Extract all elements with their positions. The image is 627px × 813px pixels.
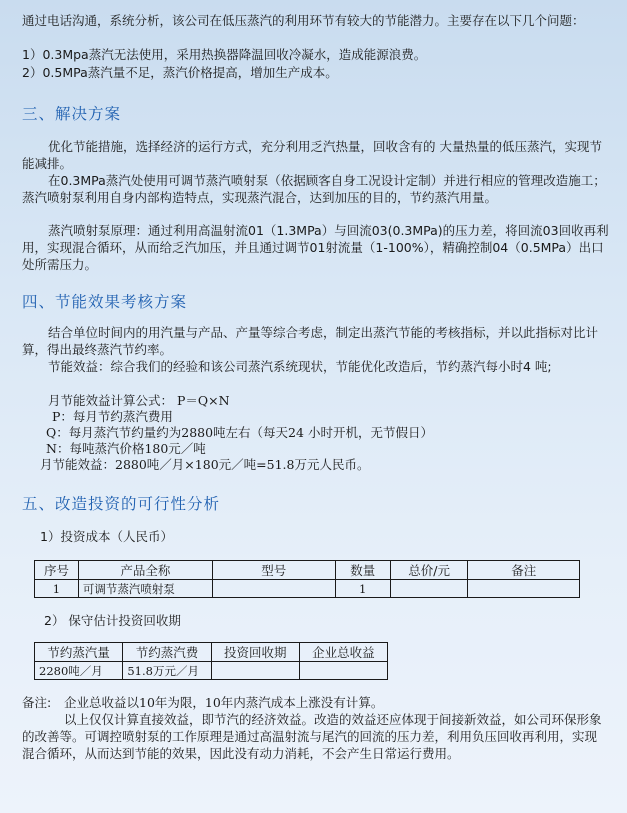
intro-paragraph: 通过电话沟通，系统分析，该公司在低压蒸汽的利用环节有较大的节能潜力。主要存在以下几个问题： (22, 13, 585, 28)
section-heading-assessment: 四、节能效果考核方案 (22, 293, 188, 311)
assessment-paragraph-1: 结合单位时间内的用汽量与产品、产量等综合考虑，制定出蒸汽节能的考核指标，并以此指标对比计算，得出最终蒸汽节约率。 (22, 325, 599, 357)
formula-line-4: N：每吨蒸汽价格180元／吨 (46, 441, 206, 456)
formula-line-3: Q：每月蒸汽节约量约为2880吨左右（每天24 小时开机，无节假日） (46, 425, 433, 440)
note-label: 备注: (22, 695, 52, 710)
table-cell: 1 (35, 580, 79, 598)
subheading-payback-period: 2） 保守估计投资回收期 (44, 613, 181, 628)
table-header-cell: 总价/元 (390, 561, 468, 580)
subheading-investment-cost: 1）投资成本（人民币） (40, 529, 173, 544)
solution-paragraph-1: 优化节能措施，选择经济的运行方式，充分利用乏汽热量，回收含有的 大量热量的低压蒸汽，实现节能减排。 (22, 139, 602, 171)
table-row (35, 580, 580, 598)
assessment-paragraph-2: 节能效益：综合我们的经验和该公司蒸汽系统现状，节能优化改造后，节约蒸汽每小时4 吨; (48, 359, 552, 374)
table-header-cell: 产品全称 (78, 561, 212, 580)
table-header-row (35, 561, 580, 580)
solution-paragraph-3: 蒸汽喷射泵原理：通过利用高温射流01（1.3MPa）与回流03(0.3MPa)的压力差，将回流03回收再利用，实现混合循环，从而给乏汽加压，并且通过调节01射流量（1-100%），精确控制04（0.5MPa）出口处所需压力。 (22, 223, 609, 272)
table-cell (299, 662, 387, 680)
payback-table (34, 642, 388, 680)
table-cell (212, 580, 335, 598)
formula-line-5: 月节能效益：2880吨／月×180元／吨=51.8万元人民币。 (40, 457, 370, 472)
solution-paragraph-2: 在0.3MPa蒸汽处使用可调节蒸汽喷射泵（依据顾客自身工况设计定制）并进行相应的管理改造施工；蒸汽喷射泵利用自身内部构造特点，实现蒸汽混合，达到加压的目的，节约蒸汽用量。 (22, 173, 606, 205)
table-cell (468, 580, 580, 598)
formula-line-1: 月节能效益计算公式： P＝Q×N (48, 393, 230, 408)
investment-cost-table (34, 560, 580, 598)
section-heading-solution: 三、解决方案 (22, 105, 122, 123)
table-header-cell: 型号 (212, 561, 335, 580)
issue-item-1: 1）0.3Mpa蒸汽无法使用，采用热换器降温回收冷凝水，造成能源浪费。 (22, 47, 427, 62)
table-header-cell: 企业总收益 (299, 643, 387, 662)
table-cell: 1 (335, 580, 390, 598)
table-header-cell: 序号 (35, 561, 79, 580)
note-paragraph: 以上仅仅计算直接效益，即节汽的经济效益。改造的效益还应体现于间接新效益，如公司环保形象的改善等。可调控喷射泵的工作原理是通过高温射流与尾汽的回流的压力差，利用负压回收再利用，实现混合循环，从而达到节能的效果，因此没有动力消耗，不会产生日常运行费用。 (22, 712, 602, 761)
table-header-cell: 备注 (468, 561, 580, 580)
table-cell (390, 580, 468, 598)
table-header-cell: 节约蒸汽量 (35, 643, 123, 662)
table-header-cell: 节约蒸汽费 (123, 643, 211, 662)
table-cell: 可调节蒸汽喷射泵 (78, 580, 212, 598)
table-cell (211, 662, 299, 680)
formula-line-2: P：每月节约蒸汽费用 (52, 409, 173, 424)
table-cell: 51.8万元／月 (123, 662, 211, 680)
table-row (35, 662, 388, 680)
note-line-1: 企业总收益以10年为限，10年内蒸汽成本上涨没有计算。 (64, 695, 384, 710)
table-header-cell: 投资回收期 (211, 643, 299, 662)
issue-item-2: 2）0.5MPa蒸汽量不足，蒸汽价格提高，增加生产成本。 (22, 65, 338, 80)
table-header-cell: 数量 (335, 561, 390, 580)
table-cell: 2280吨／月 (35, 662, 123, 680)
section-heading-feasibility: 五、改造投资的可行性分析 (22, 495, 221, 513)
table-header-row (35, 643, 388, 662)
